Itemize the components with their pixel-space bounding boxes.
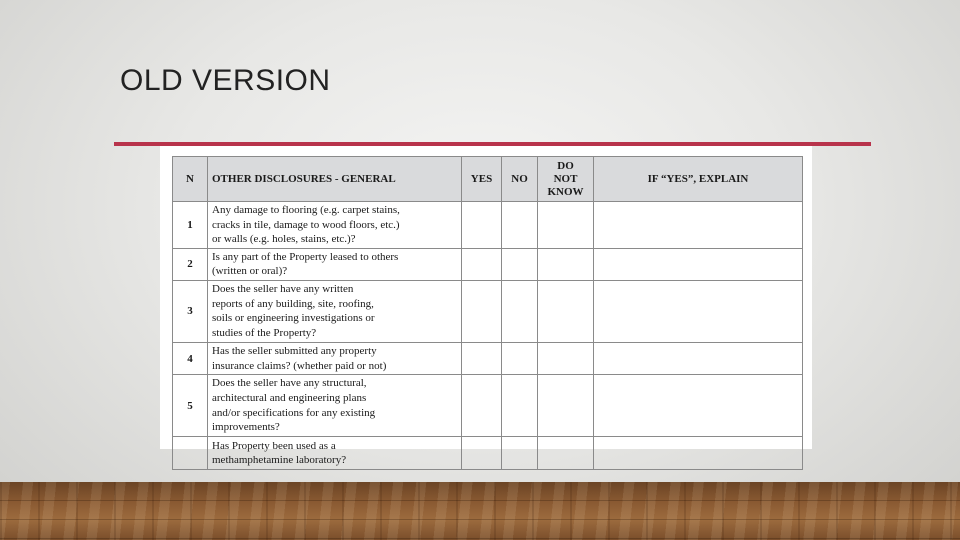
do-not-know-cell — [538, 437, 594, 470]
question-line: reports of any building, site, roofing, — [212, 297, 374, 310]
disclosure-table — [172, 156, 803, 470]
question-line: (written or oral)? — [212, 265, 288, 278]
explain-cell — [594, 437, 803, 470]
header-do-not-know — [538, 157, 594, 202]
row-number: 1 — [173, 202, 208, 249]
no-cell — [502, 280, 538, 342]
header-no: NO — [502, 157, 538, 202]
row-number: 5 — [173, 375, 208, 437]
header-do-not-know-line: KNOW — [547, 185, 584, 198]
table-row — [173, 437, 803, 470]
question-line: Does the seller have any written — [212, 283, 354, 296]
explain-cell — [594, 248, 803, 280]
yes-cell — [462, 342, 502, 374]
question-line: insurance claims? (whether paid or not) — [212, 359, 387, 372]
disclosure-form-image — [160, 146, 812, 467]
question-line: Is any part of the Property leased to others — [212, 250, 399, 263]
question-line: and/or specifications for any existing — [212, 406, 376, 419]
question-line: studies of the Property? — [212, 327, 317, 340]
row-number: 4 — [173, 342, 208, 374]
question-line: improvements? — [212, 421, 280, 434]
explain-cell — [594, 375, 803, 437]
row-question — [208, 202, 462, 249]
question-line: Any damage to flooring (e.g. carpet stains, — [212, 204, 400, 216]
do-not-know-cell — [538, 202, 594, 249]
row-question — [208, 248, 462, 280]
row-number: 2 — [173, 248, 208, 280]
yes-cell — [462, 437, 502, 470]
question-line: soils or engineering investigations or — [212, 312, 375, 325]
yes-cell — [462, 375, 502, 437]
header-do-not-know-line: NOT — [553, 172, 578, 185]
explain-cell — [594, 342, 803, 374]
table-header-row — [173, 157, 803, 202]
yes-cell — [462, 280, 502, 342]
question-line: or walls (e.g. holes, stains, etc.)? — [212, 233, 356, 246]
question-line: cracks in tile, damage to wood floors, etc.) — [212, 218, 400, 231]
header-yes: YES — [462, 157, 502, 202]
yes-cell — [462, 202, 502, 249]
no-cell — [502, 248, 538, 280]
row-question — [208, 375, 462, 437]
explain-cell — [594, 280, 803, 342]
question-line: Has the seller submitted any property — [212, 344, 377, 357]
do-not-know-cell — [538, 342, 594, 374]
question-line: Does the seller have any structural, — [212, 377, 367, 390]
table-row — [173, 280, 803, 342]
yes-cell — [462, 248, 502, 280]
no-cell — [502, 375, 538, 437]
header-question: OTHER DISCLOSURES - GENERAL — [208, 157, 462, 202]
table-row — [173, 375, 803, 437]
do-not-know-cell — [538, 375, 594, 437]
question-line: Has Property been used as a — [212, 439, 336, 452]
question-line: methamphetamine laboratory? — [212, 454, 347, 467]
do-not-know-cell — [538, 248, 594, 280]
table-row — [173, 248, 803, 280]
slide-title: OLD VERSION — [120, 64, 331, 97]
header-do-not-know-line: DO — [557, 159, 574, 172]
explain-cell — [594, 202, 803, 249]
row-number — [173, 437, 208, 470]
no-cell — [502, 202, 538, 249]
question-line: architectural and engineering plans — [212, 392, 367, 405]
row-question — [208, 342, 462, 374]
table-row — [173, 202, 803, 249]
no-cell — [502, 342, 538, 374]
do-not-know-cell — [538, 280, 594, 342]
row-question — [208, 280, 462, 342]
no-cell — [502, 437, 538, 470]
row-number: 3 — [173, 280, 208, 342]
row-question — [208, 437, 462, 470]
header-explain: IF “YES”, EXPLAIN — [594, 157, 803, 202]
wood-floor-decoration — [0, 482, 960, 540]
header-n: N — [173, 157, 208, 202]
table-row — [173, 342, 803, 374]
